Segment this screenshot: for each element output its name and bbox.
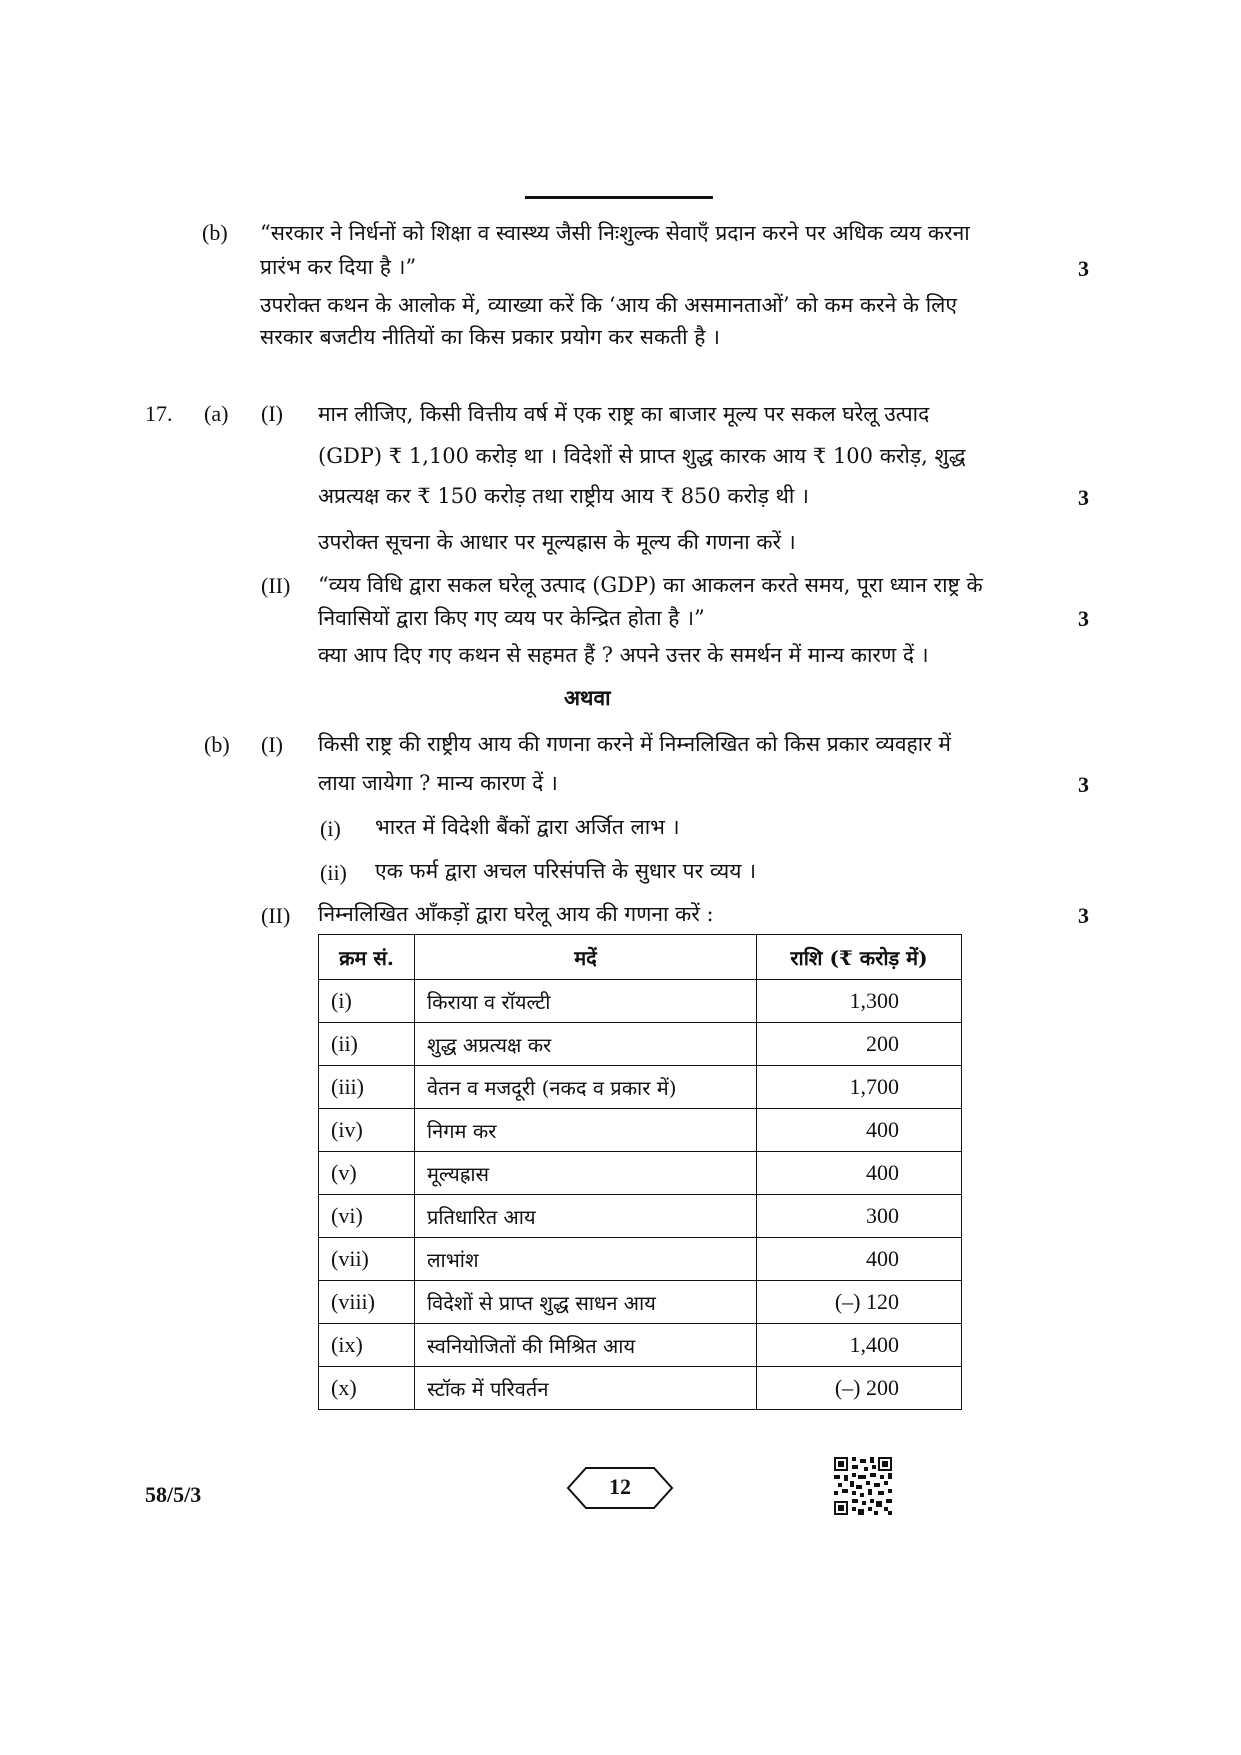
q17aI-line-2: (GDP) ₹ 1,100 करोड़ था । विदेशों से प्राप्त शुद्ध कारक आय ₹ 100 करोड़, शुद्ध: [318, 444, 966, 468]
q17aI-line-3: अप्रत्यक्ष कर ₹ 150 करोड़ तथा राष्ट्रीय आय ₹ 850 करोड़ थी ।: [318, 484, 810, 508]
row-amount: 1,400: [757, 1324, 962, 1367]
q17bII-text: निम्नलिखित आँकड़ों द्वारा घरेलू आय की गणना करें :: [318, 902, 714, 926]
column-header-serial: क्रम सं.: [319, 935, 415, 980]
q16b-line-4: सरकार बजटीय नीतियों का किस प्रकार प्रयोग कर सकती है ।: [260, 325, 720, 349]
q17aII-marks: 3: [1078, 606, 1089, 631]
paper-code: 58/5/3: [145, 1482, 202, 1507]
q16b-line-3: उपरोक्त कथन के आलोक में, व्याख्या करें कि ‘आय की असमानताओं’ को कम करने के लिए: [260, 293, 958, 317]
row-amount: (–) 120: [757, 1281, 962, 1324]
table-row: [319, 1152, 962, 1195]
row-item: मूल्यह्रास: [415, 1152, 757, 1195]
q16b-line-2: प्रारंभ कर दिया है ।”: [260, 255, 417, 279]
row-item: शुद्ध अप्रत्यक्ष कर: [415, 1023, 757, 1066]
row-serial: (viii): [319, 1281, 415, 1324]
row-serial: (iv): [319, 1109, 415, 1152]
table-row: [319, 1109, 962, 1152]
q17aII-label: (II): [261, 573, 291, 598]
page-number: 12: [609, 1474, 631, 1499]
subitem-text: भारत में विदेशी बैंकों द्वारा अर्जित लाभ ।: [375, 815, 680, 839]
table-row: [319, 1281, 962, 1324]
q16b-line-1: “सरकार ने निर्धनों को शिक्षा व स्वास्थ्य जैसी निःशुल्क सेवाएँ प्रदान करने पर अधिक व्यय करना: [260, 221, 970, 245]
subitem-label: (i): [320, 816, 341, 841]
q17b-label: (b): [204, 732, 230, 757]
row-amount: 400: [757, 1109, 962, 1152]
top-separator-rule: [525, 196, 713, 199]
q17bI-line-1: किसी राष्ट्र की राष्ट्रीय आय की गणना करने में निम्नलिखित को किस प्रकार व्यवहार में: [318, 732, 951, 756]
table-header-row: [319, 935, 962, 980]
row-item: स्वनियोजितों की मिश्रित आय: [415, 1324, 757, 1367]
row-item: प्रतिधारित आय: [415, 1195, 757, 1238]
subitem-text: एक फर्म द्वारा अचल परिसंपत्ति के सुधार पर व्यय ।: [375, 859, 757, 883]
q17aI-line-4: उपरोक्त सूचना के आधार पर मूल्यह्रास के मूल्य की गणना करें ।: [318, 530, 796, 554]
row-item: किराया व रॉयल्टी: [415, 980, 757, 1023]
subitem-label: (ii): [320, 860, 347, 885]
row-item: स्टॉक में परिवर्तन: [415, 1367, 757, 1410]
row-amount: 1,700: [757, 1066, 962, 1109]
row-amount: 400: [757, 1238, 962, 1281]
table-row: [319, 1023, 962, 1066]
row-serial: (vii): [319, 1238, 415, 1281]
row-item: वेतन व मजदूरी (नकद व प्रकार में): [415, 1066, 757, 1109]
qr-code-icon: [834, 1457, 892, 1515]
row-amount: (–) 200: [757, 1367, 962, 1410]
q16b-label: (b): [202, 220, 228, 245]
row-item: निगम कर: [415, 1109, 757, 1152]
table-row: [319, 1324, 962, 1367]
q17aI-label: (I): [261, 401, 283, 426]
table-row: [319, 1195, 962, 1238]
column-header-items: मदें: [415, 935, 757, 980]
row-item: विदेशों से प्राप्त शुद्ध साधन आय: [415, 1281, 757, 1324]
q17-number: 17.: [145, 401, 173, 426]
q17bII-marks: 3: [1078, 903, 1089, 928]
row-serial: (vi): [319, 1195, 415, 1238]
q17bII-label: (II): [261, 903, 291, 928]
row-serial: (ii): [319, 1023, 415, 1066]
row-serial: (ix): [319, 1324, 415, 1367]
row-serial: (i): [319, 980, 415, 1023]
row-serial: (v): [319, 1152, 415, 1195]
row-serial: (iii): [319, 1066, 415, 1109]
table-row: [319, 1367, 962, 1410]
q17bI-marks: 3: [1078, 772, 1089, 797]
row-item: लाभांश: [415, 1238, 757, 1281]
q17aII-line-2: निवासियों द्वारा किए गए व्यय पर केन्द्रित होता है ।”: [318, 606, 705, 630]
q16b-marks: 3: [1078, 256, 1089, 281]
table-row: [319, 1238, 962, 1281]
domestic-income-data-table: [318, 934, 962, 1410]
q17a-label: (a): [204, 401, 229, 426]
q17bI-label: (I): [261, 732, 283, 757]
table-row: [319, 980, 962, 1023]
or-separator: अथवा: [564, 685, 611, 710]
column-header-amount: राशि (₹ करोड़ में): [757, 935, 962, 980]
q17bI-line-2: लाया जायेगा ? मान्य कारण दें ।: [318, 771, 558, 795]
table-row: [319, 1066, 962, 1109]
q17aII-line-3: क्या आप दिए गए कथन से सहमत हैं ? अपने उत्तर के समर्थन में मान्य कारण दें ।: [318, 643, 929, 667]
q17aI-line-1: मान लीजिए, किसी वित्तीय वर्ष में एक राष्ट्र का बाजार मूल्य पर सकल घरेलू उत्पाद: [318, 402, 930, 426]
q17aI-marks: 3: [1078, 485, 1089, 510]
q17aII-line-1: “व्यय विधि द्वारा सकल घरेलू उत्पाद (GDP) का आकलन करते समय, पूरा ध्यान राष्ट्र के: [318, 573, 983, 597]
row-amount: 300: [757, 1195, 962, 1238]
row-serial: (x): [319, 1367, 415, 1410]
row-amount: 200: [757, 1023, 962, 1066]
row-amount: 1,300: [757, 980, 962, 1023]
row-amount: 400: [757, 1152, 962, 1195]
